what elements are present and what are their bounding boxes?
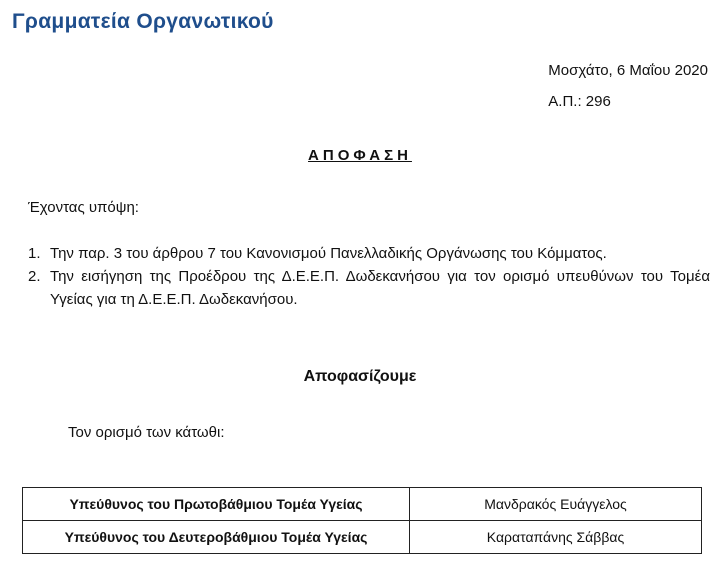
lead-text: Τον ορισμό των κάτωθι: bbox=[68, 424, 225, 441]
header-title: Γραμματεία Οργανωτικού bbox=[12, 10, 274, 33]
intro-text: Έχοντας υπόψη: bbox=[28, 199, 139, 216]
list-item-text: Την παρ. 3 του άρθρου 7 του Κανονισμού Πανελλαδικής Οργάνωσης του Κόμματος. bbox=[50, 245, 607, 262]
document-meta bbox=[548, 62, 708, 110]
role-cell: Υπεύθυνος του Πρωτοβάθμιου Τομέα Υγείας bbox=[23, 488, 410, 521]
list-item-text: Την εισήγηση της Προέδρου της Δ.Ε.Ε.Π. Δωδεκανήσου για τον ορισμό υπευθύνων του Τομέα Υγείας για τη Δ.Ε.Ε.Π. Δωδεκανήσου. bbox=[50, 268, 710, 308]
assignments-table bbox=[22, 487, 702, 554]
list-item-number: 1. bbox=[28, 245, 41, 262]
list-item-number: 2. bbox=[28, 268, 41, 285]
document-heading: ΑΠΟΦΑΣΗ bbox=[308, 147, 412, 164]
table-row bbox=[23, 488, 702, 521]
document-date: Μοσχάτο, 6 Μαΐου 2020 bbox=[548, 62, 708, 79]
role-cell: Υπεύθυνος του Δευτεροβάθμιου Τομέα Υγείας bbox=[23, 521, 410, 554]
list-item bbox=[28, 242, 710, 265]
decision-heading: Αποφασίζουμε bbox=[303, 368, 417, 385]
person-cell: Καραταπάνης Σάββας bbox=[410, 521, 702, 554]
person-cell: Μανδρακός Ευάγγελος bbox=[410, 488, 702, 521]
table-row bbox=[23, 521, 702, 554]
protocol-number: Α.Π.: 296 bbox=[548, 93, 611, 110]
considerations-list bbox=[28, 242, 710, 311]
list-item bbox=[28, 265, 710, 311]
